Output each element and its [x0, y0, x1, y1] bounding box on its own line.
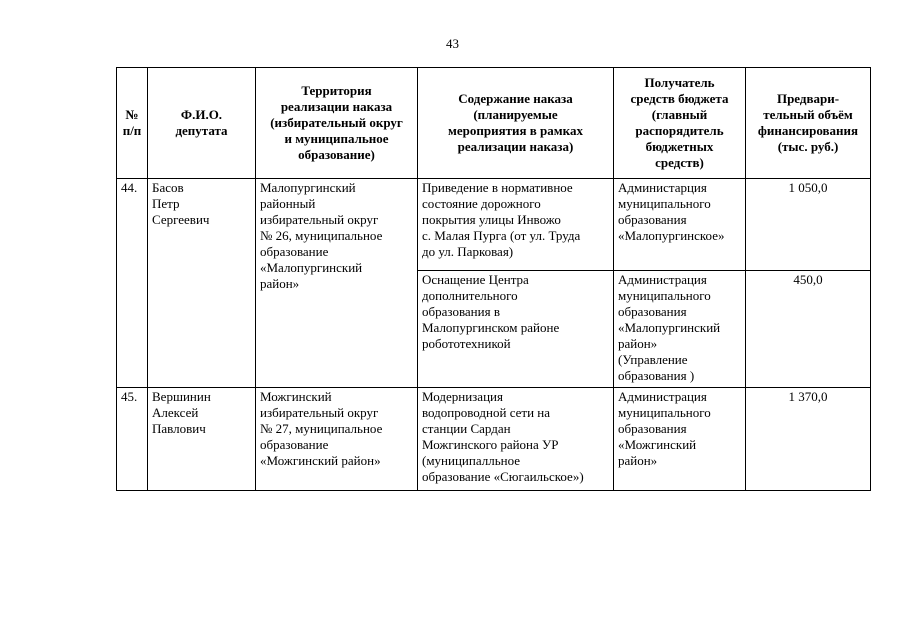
territory-cell: Можгинский избирательный округ № 27, муниципальное образование «Можгинский район» — [256, 388, 418, 491]
header-amount: Предвари- тельный объём финансирования (тыс. руб.) — [746, 68, 871, 179]
order-content: Приведение в нормативное состояние дорожного покрытия улицы Инвожо с. Малая Пурга (от ул. Труда до ул. Парковая) — [418, 179, 614, 271]
header-content: Содержание наказа (планируемые мероприятия в рамках реализации наказа) — [418, 68, 614, 179]
header-recipient: Получатель средств бюджета (главный распорядитель бюджетных средств) — [614, 68, 746, 179]
budget-recipient: Администрация муниципального образования «Можгинский район» — [614, 388, 746, 491]
budget-recipient: Администарция муниципального образования «Малопургинское» — [614, 179, 746, 271]
territory-cell: Малопургинский районный избирательный округ № 26, муниципальное образование «Малопургинский район» — [256, 179, 418, 388]
deputy-name: Вершинин Алексей Павлович — [148, 388, 256, 491]
table-row — [117, 388, 871, 491]
budget-recipient: Администрация муниципального образования «Малопургинский район» (Управление образования ) — [614, 271, 746, 388]
deputy-name: Басов Петр Сергеевич — [148, 179, 256, 388]
order-content: Оснащение Центра дополнительного образования в Малопургинском районе робототехникой — [418, 271, 614, 388]
orders-table — [116, 67, 871, 491]
row-number: 44. — [117, 179, 148, 388]
header-name: Ф.И.О. депутата — [148, 68, 256, 179]
row-number: 45. — [117, 388, 148, 491]
funding-amount: 1 370,0 — [746, 388, 871, 491]
funding-amount: 450,0 — [746, 271, 871, 388]
table-header-row — [117, 68, 871, 179]
header-num: № п/п — [117, 68, 148, 179]
header-territory: Территория реализации наказа (избирательный округ и муниципальное образование) — [256, 68, 418, 179]
table-row — [117, 179, 871, 271]
page-number: 43 — [446, 36, 459, 51]
funding-amount: 1 050,0 — [746, 179, 871, 271]
order-content: Модернизация водопроводной сети на станции Сардан Можгинского района УР (муниципалльное образование «Сюгаильское») — [418, 388, 614, 491]
